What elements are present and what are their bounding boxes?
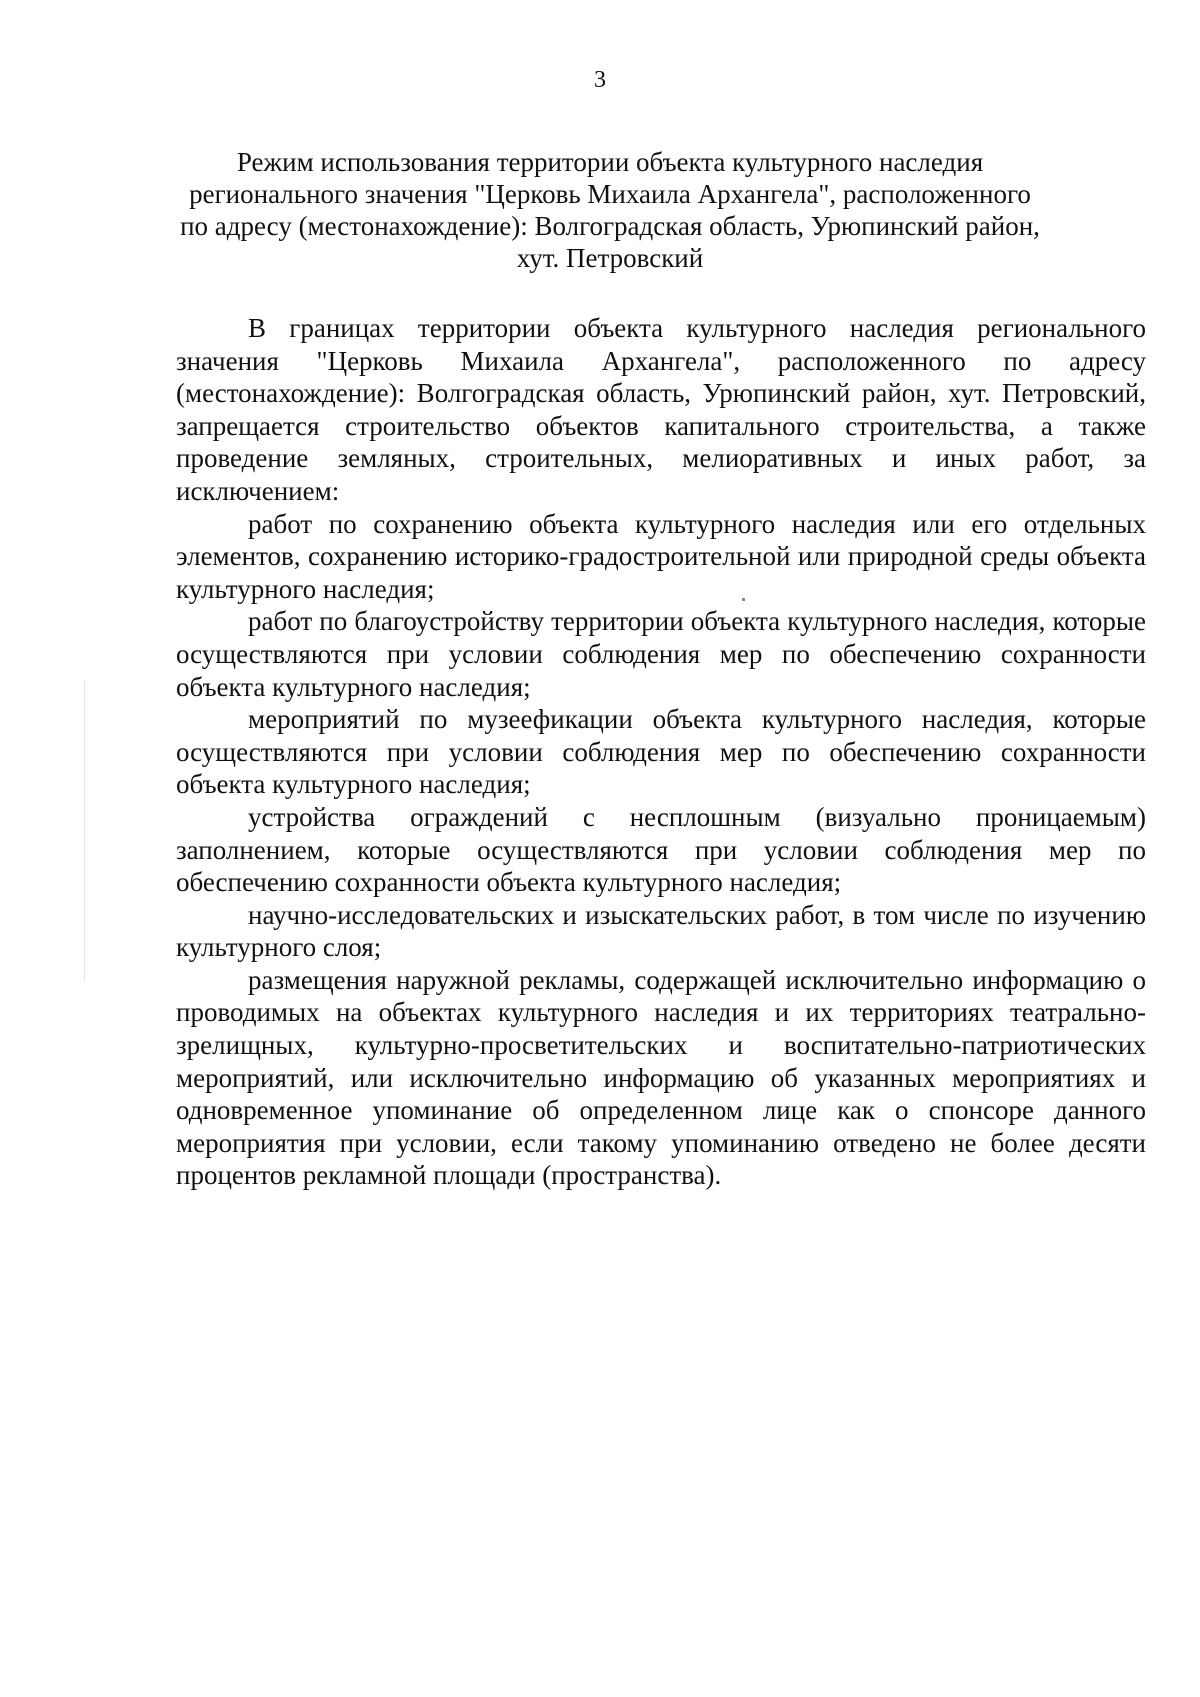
exception-item: работ по сохранению объекта культурного наследия или его отдельных элементов, сохранению историко-градостроительной или природной среды объекта культурного наследия; — [176, 508, 1146, 604]
scan-dot — [742, 598, 745, 601]
title-line: по адресу (местонахождение): Волгоградская область, Урюпинский район, — [180, 211, 1040, 241]
intro-paragraph: В границах территории объекта культурного наследия регионального значения "Церковь Михаила Архангела", расположенного по адресу (местонахождение): Волгоградская область, Урюпинский район, хут. Петровский, запрещается строительство объектов капитального строительства, а также проведение земляных, строительных, мелиоративных и иных работ, за исключением: — [176, 313, 1146, 506]
title-line: хут. Петровский — [516, 243, 704, 273]
page-number: 3 — [594, 67, 606, 93]
exception-item: работ по благоустройству территории объекта культурного наследия, которые осуществляются при условии соблюдения мер по обеспечению сохранности объекта культурного наследия; — [176, 606, 1146, 702]
title-line: Режим использования территории объекта культурного наследия — [236, 147, 984, 177]
title-line: регионального значения "Церковь Михаила Архангела", расположенного — [189, 179, 1031, 209]
exception-item: научно-исследовательских и изыскательских работ, в том числе по изучению культурного слоя; — [176, 899, 1146, 963]
exception-item: размещения наружной рекламы, содержащей исключительно информацию о проводимых на объектах культурного наследия и их территориях театрально-зрелищных, культурно-просветительских и воспитательно-патриотических мероприятий, или исключительно информацию об указанных мероприятиях и одновременное упоминание об определенном лице как о спонсоре данного мероприятия при условии, если такому упоминанию отведено не более десяти процентов рекламной площади (пространства). — [176, 964, 1146, 1191]
document-body — [176, 312, 1146, 1192]
scan-line — [84, 680, 85, 980]
document-title — [170, 146, 1050, 274]
exception-item: мероприятий по музеефикации объекта культурного наследия, которые осуществляются при условии соблюдения мер по обеспечению сохранности объекта культурного наследия; — [176, 704, 1146, 800]
exception-item: устройства ограждений с несплошным (визуально проницаемым) заполнением, которые осуществляются при условии соблюдения мер по обеспечению сохранности объекта культурного наследия; — [176, 801, 1146, 898]
